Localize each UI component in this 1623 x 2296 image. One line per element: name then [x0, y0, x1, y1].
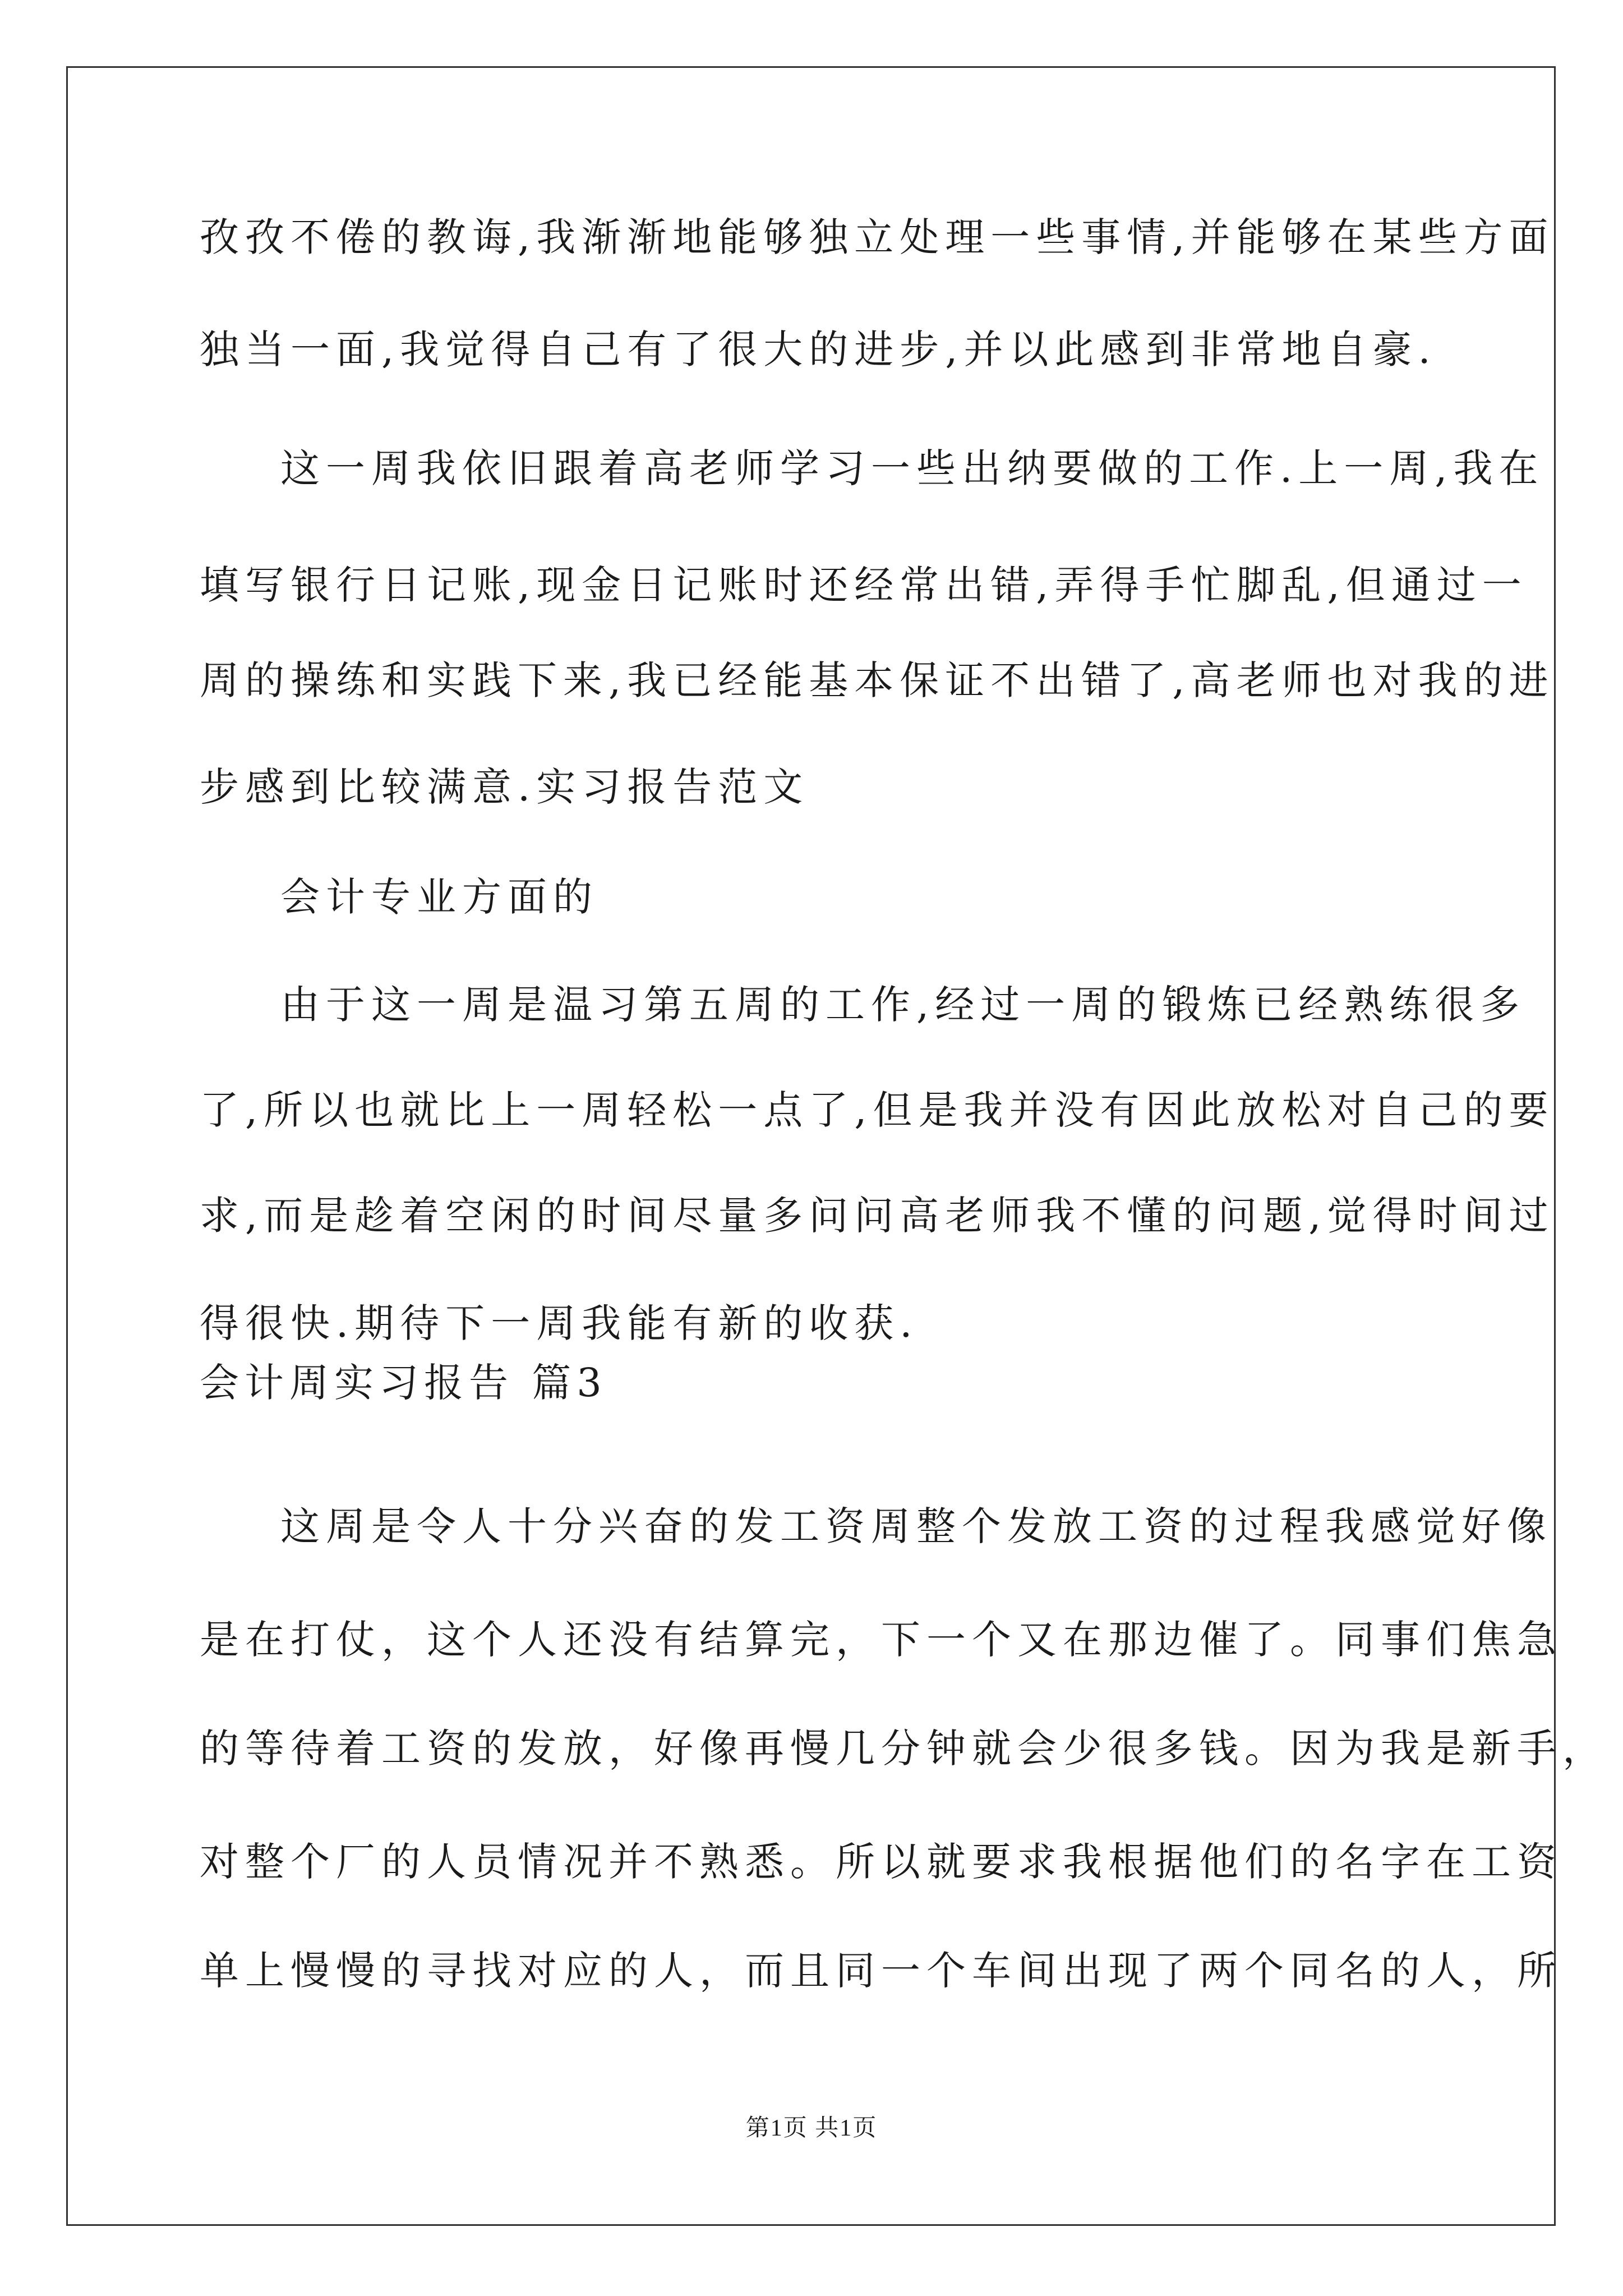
- section-heading: 会计周实习报告 篇3: [200, 1360, 607, 1406]
- text-line: 的等待着工资的发放，好像再慢几分钟就会少很多钱。因为我是新手，: [200, 1726, 1608, 1772]
- text-line: 由于这一周是温习第五周的工作,经过一周的锻炼已经熟练很多: [280, 982, 1526, 1028]
- text-line: 独当一面,我觉得自己有了很大的进步,并以此感到非常地自豪.: [200, 326, 1437, 372]
- page-footer: 第1页 共1页: [745, 2115, 878, 2141]
- text-line: 填写银行日记账,现金日记账时还经常出错,弄得手忙脚乱,但通过一: [200, 562, 1528, 608]
- text-line: 对整个厂的人员情况并不熟悉。所以就要求我根据他们的名字在工资: [200, 1839, 1562, 1885]
- text-line: 这一周我依旧跟着高老师学习一些出纳要做的工作.上一周,我在: [280, 445, 1544, 491]
- text-line: 步感到比较满意.实习报告范文: [200, 764, 809, 810]
- text-line: 求,而是趁着空闲的时间尽量多问问高老师我不懂的问题,觉得时间过: [200, 1193, 1555, 1239]
- page-border: [66, 66, 1556, 2226]
- text-line: 单上慢慢的寻找对应的人，而且同一个车间出现了两个同名的人，所: [200, 1948, 1562, 1994]
- text-line: 孜孜不倦的教诲,我渐渐地能够独立处理一些事情,并能够在某些方面: [200, 214, 1555, 260]
- text-line: 得很快.期待下一周我能有新的收获.: [200, 1300, 919, 1346]
- text-line: 了,所以也就比上一周轻松一点了,但是我并没有因此放松对自己的要: [200, 1087, 1555, 1133]
- text-line: 会计专业方面的: [280, 874, 598, 920]
- text-line: 周的操练和实践下来,我已经能基本保证不出错了,高老师也对我的进: [200, 657, 1555, 703]
- text-line: 这周是令人十分兴奋的发工资周整个发放工资的过程我感觉好像: [280, 1503, 1552, 1549]
- text-line: 是在打仗，这个人还没有结算完，下一个又在那边催了。同事们焦急: [200, 1617, 1562, 1663]
